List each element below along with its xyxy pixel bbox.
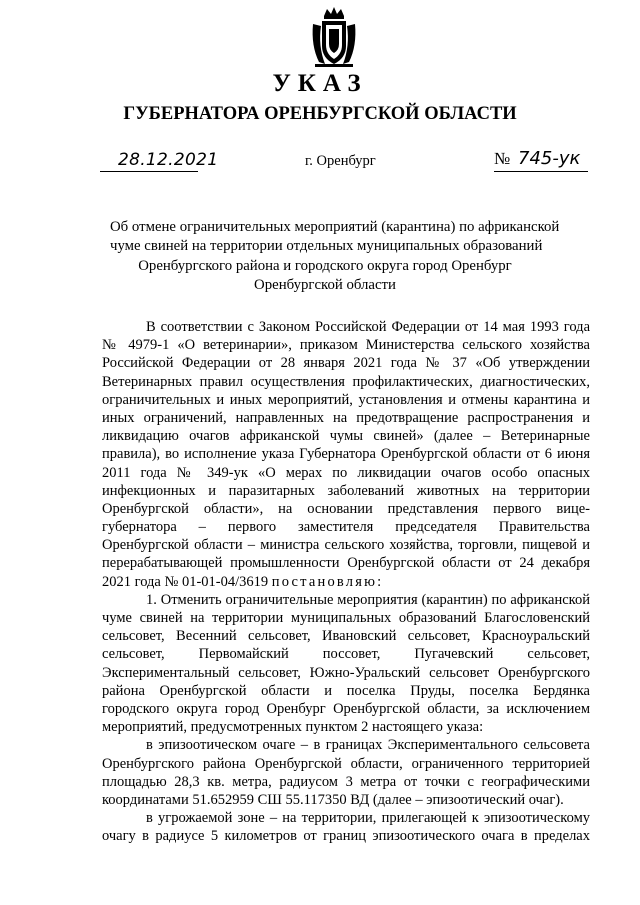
document-subtitle: ГУБЕРНАТОРА ОРЕНБУРГСКОЙ ОБЛАСТИ xyxy=(123,104,517,124)
coat-of-arms-icon xyxy=(309,6,359,68)
body-line: иных ограничений, направленных на предотвращение распространения и xyxy=(102,409,590,426)
body-line: очагу в радиусе 5 километров от границ эпизоотического очага в пределах xyxy=(102,828,590,845)
body-line: 2011 года № 349-ук «О мерах по ликвидации очагов особо опасных xyxy=(102,464,590,481)
body-line: № 4979-1 «О ветеринарии», приказом Министерства сельского хозяйства xyxy=(102,337,590,354)
body-line: губернатора – первого заместителя председателя Правительства xyxy=(102,519,590,536)
heading-line: Оренбургской области xyxy=(254,276,396,293)
body-line: площадью 28,3 кв. метра, радиусом 3 метра от точки с географическими xyxy=(102,773,590,790)
body-line: Российской Федерации от 28 января 2021 года № 37 «Об утверждении xyxy=(102,355,590,372)
epizootic-focus-paragraph xyxy=(102,736,590,809)
heading-line: чуме свиней на территории отдельных муниципальных образований xyxy=(110,238,543,255)
body-line: Оренбургского района Оренбургской области, ограниченного территорией xyxy=(102,755,590,772)
decree-word: постановляю: xyxy=(271,573,384,590)
heading-line: Оренбургского района и городского округа город Оренбург xyxy=(138,257,512,274)
preamble-end: 2021 года № 01-01-04/3619 xyxy=(102,573,269,590)
issue-city: г. Оренбург xyxy=(305,153,376,169)
body-line: Оренбургской области», на основании представления первого вице- xyxy=(102,500,590,517)
body-line: района Оренбургской области и поселка Пруды, поселка Бердянка xyxy=(102,682,590,699)
item-1-paragraph xyxy=(102,591,590,737)
number-underline xyxy=(494,171,588,172)
date-underline xyxy=(100,171,198,172)
body-line: правила), во исполнение указа Губернатора Оренбургской области от 6 июня xyxy=(102,446,590,463)
body-line: 1. Отменить ограничительные мероприятия (карантин) по африканской xyxy=(146,591,590,608)
body-line: ограничительных и иных мероприятий, установления и отмены карантина и xyxy=(102,391,590,408)
body-line: городского округа город Оренбург Оренбургской области, за исключением xyxy=(102,700,590,717)
heading-line: Об отмене ограничительных мероприятий (карантина) по африканской xyxy=(110,219,560,235)
body-line: мероприятий, предусмотренных пунктом 2 настоящего указа: xyxy=(102,719,484,736)
decree-date: 28.12.2021 xyxy=(118,150,219,170)
body-line: сельсовет, Первомайский поссовет, Пугачевский сельсовет, xyxy=(102,646,590,663)
document-title: УКАЗ xyxy=(272,70,368,97)
body-line: В соответствии с Законом Российской Федерации от 14 мая 1993 года xyxy=(146,319,590,335)
threatened-zone-paragraph xyxy=(102,809,590,845)
body-line: в эпизоотическом очаге – в границах Экспериментального сельсовета xyxy=(146,737,590,754)
decree-number: 745-ук xyxy=(518,148,581,169)
body-line: сельсовет, Весенний сельсовет, Ивановский сельсовет, Красноуральский xyxy=(102,628,590,645)
body-line: в угрожаемой зоне – на территории, прилегающей к эпизоотическому xyxy=(146,810,590,827)
body-line xyxy=(102,573,590,591)
decree-body xyxy=(102,318,590,845)
body-line: Экспериментальный сельсовет, Южно-Уральский сельсовет Оренбургского xyxy=(102,664,590,681)
decree-heading xyxy=(110,218,560,295)
body-line: ликвидацию очагов африканской чумы свиней» (далее – Ветеринарные xyxy=(102,428,590,445)
body-line: Ветеринарных правил осуществления профилактических, диагностических, xyxy=(102,373,590,390)
body-line: чуме свиней на территории муниципальных образований Благословенский xyxy=(102,610,590,626)
body-line: координатами 51.652959 СШ 55.117350 ВД (далее – эпизоотический очаг). xyxy=(102,791,564,808)
body-line: перерабатывающей промышленности Оренбургской области от 24 декабря xyxy=(102,555,590,572)
body-line: инфекционных и паразитарных заболеваний животных на территории xyxy=(102,482,590,499)
body-line: Оренбургской области – министра сельского хозяйства, торговли, пищевой и xyxy=(102,537,590,554)
preamble-paragraph xyxy=(102,318,590,591)
number-sign: № xyxy=(494,149,511,168)
